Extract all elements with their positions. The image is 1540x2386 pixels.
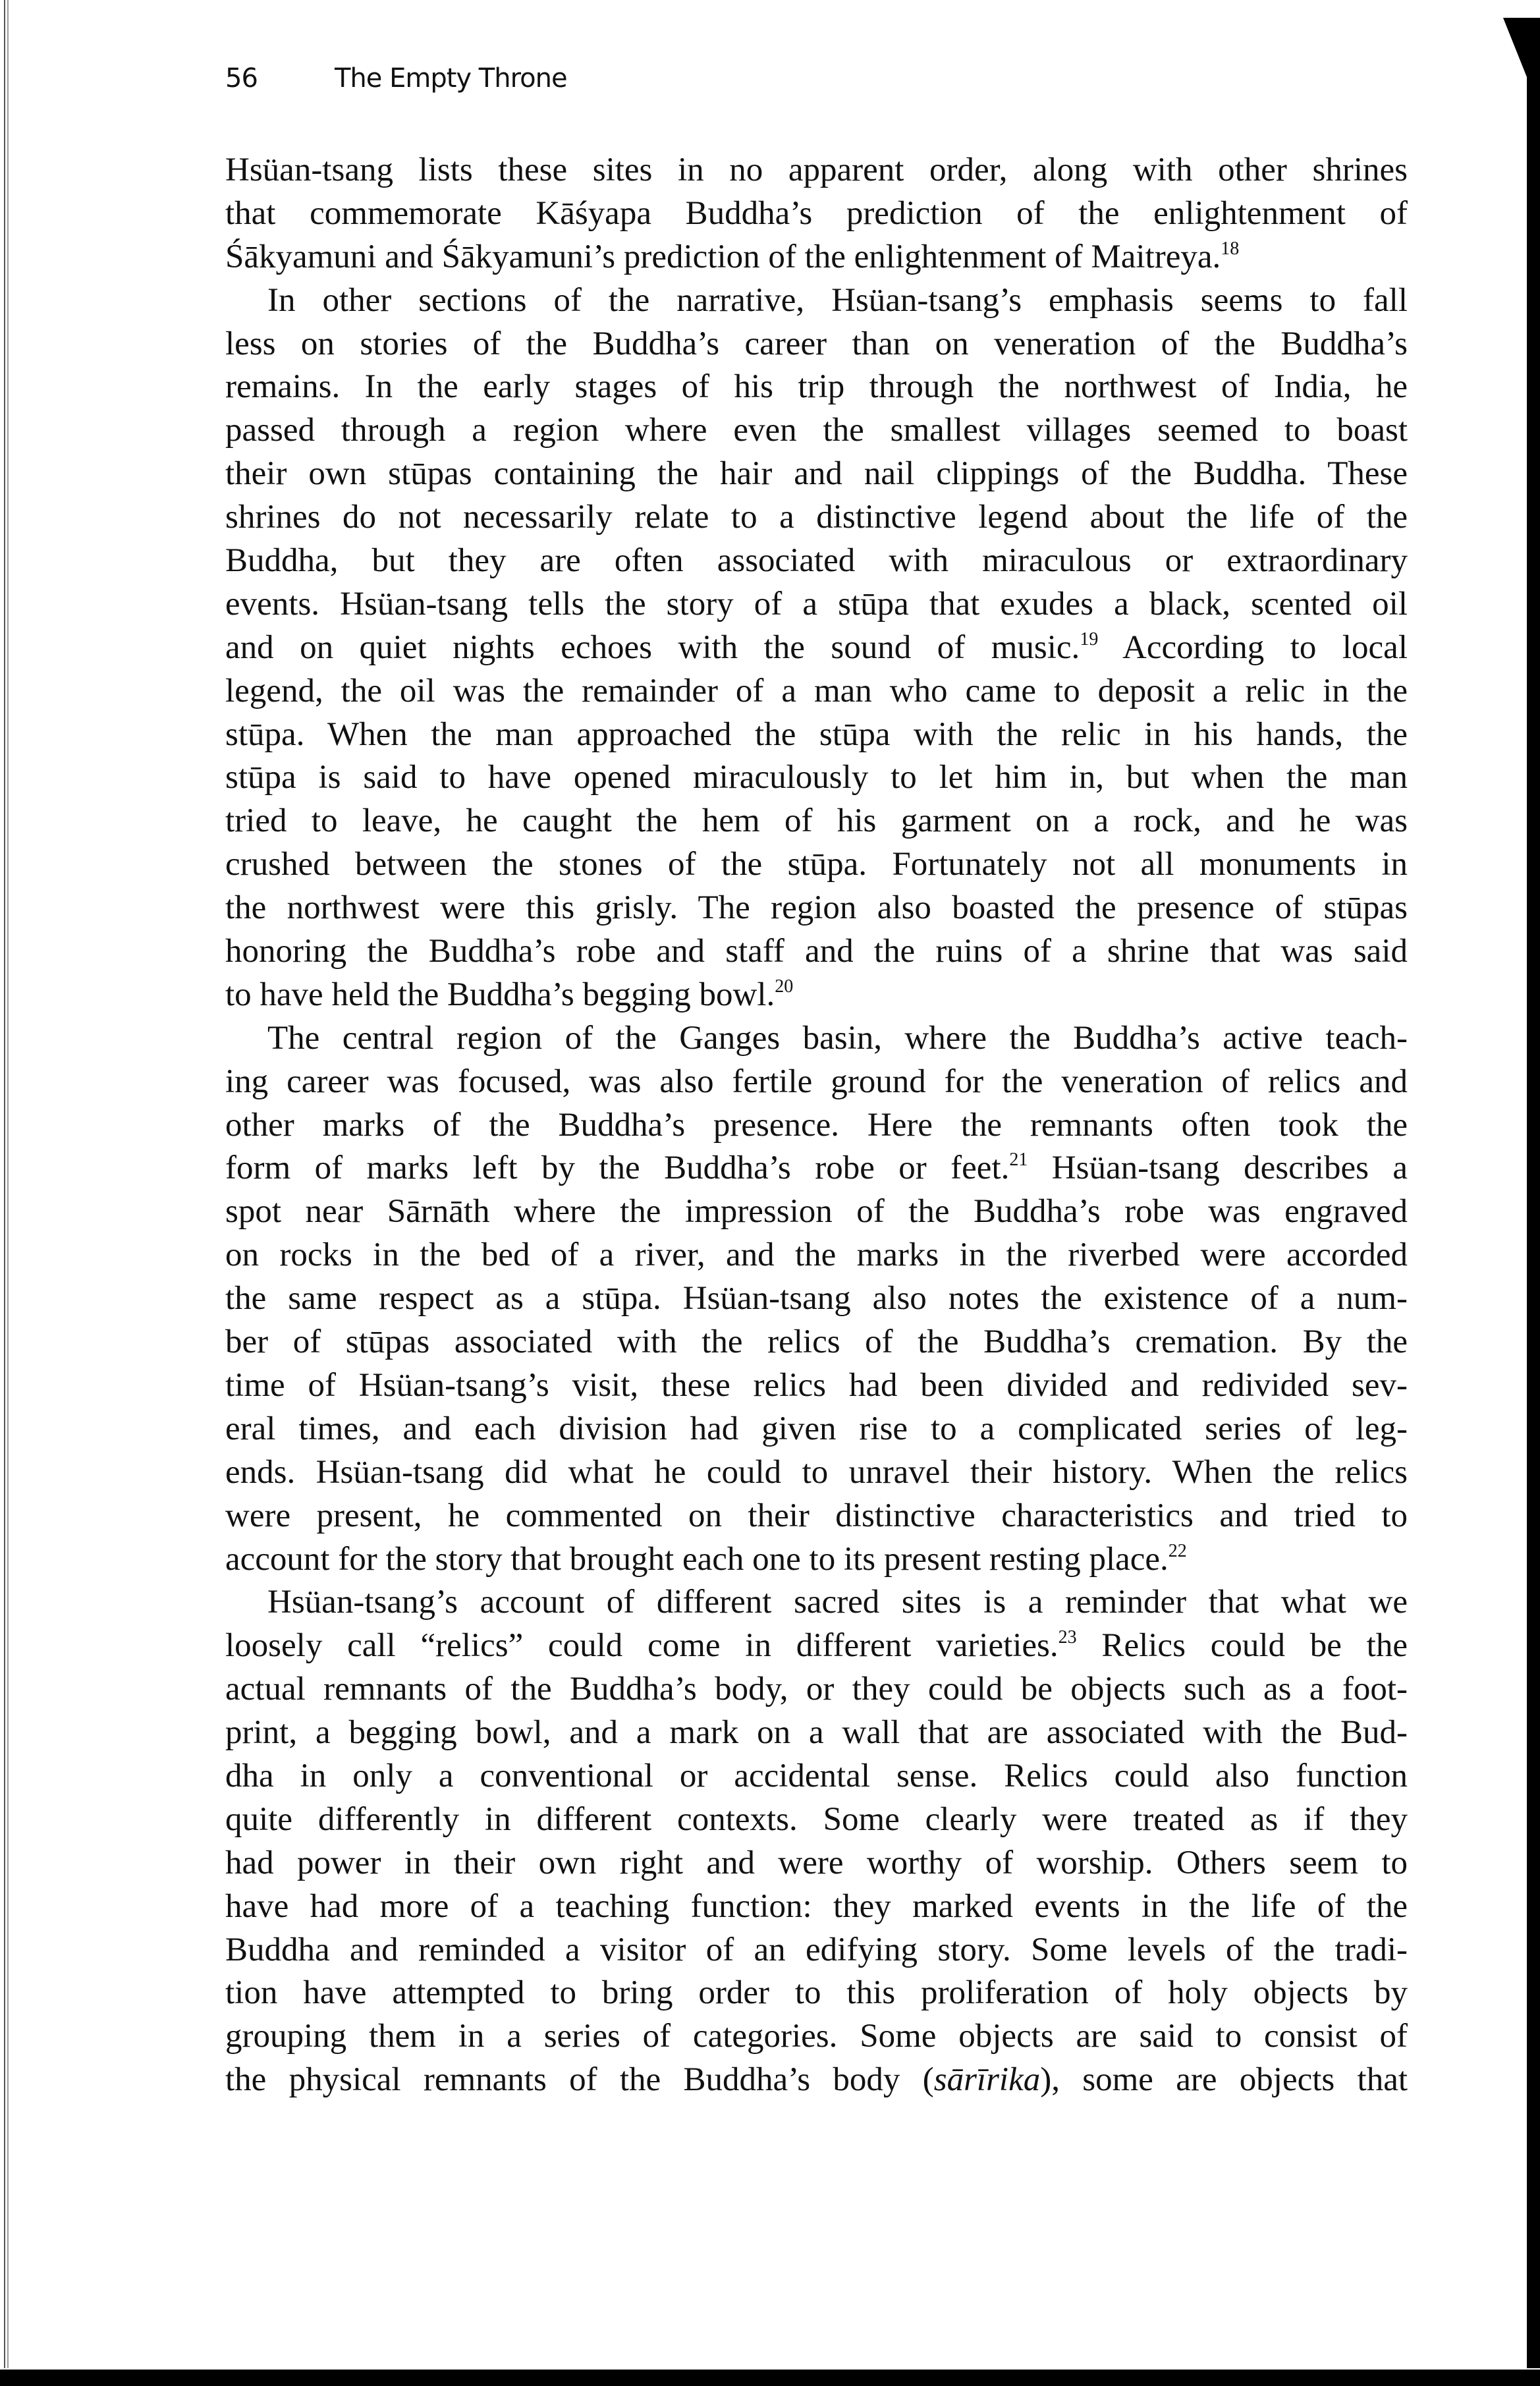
footnote-ref: 20 (775, 976, 794, 997)
line-text: dha in only a conventional or accidental sense. Relics could also function (225, 1757, 1408, 1794)
text-line (225, 756, 1408, 800)
line-text: stūpa is said to have opened miraculously to let him in, but when the man (225, 759, 1408, 796)
line-text: the same respect as a stūpa. Hsüan-tsang also notes the existence of a num- (225, 1280, 1408, 1318)
line-text: ), some are objects that (1040, 2061, 1408, 2099)
line-text: shrines do not necessarily relate to a distinctive legend about the life of the (225, 499, 1408, 536)
scan-edge-shadow (1527, 18, 1540, 2368)
line-text: ends. Hsüan-tsang did what he could to unravel their history. When the relics (225, 1453, 1408, 1491)
text-line (225, 670, 1408, 713)
page-number: 56 (225, 63, 258, 94)
text-line (225, 1451, 1408, 1495)
text-line (225, 843, 1408, 887)
book-title: The Empty Throne (335, 63, 567, 94)
line-text: Buddha and reminded a visitor of an edifying story. Some levels of the tradi- (225, 1931, 1408, 1968)
line-text: to have held the Buddha’s begging bowl. (225, 976, 775, 1013)
text-line (225, 192, 1408, 236)
text-line (225, 1581, 1408, 1624)
text-line (225, 1798, 1408, 1842)
line-text: quite differently in different contexts. Some clearly were treated as if they (225, 1800, 1408, 1838)
text-line (225, 149, 1408, 192)
text-line (225, 1755, 1408, 1798)
line-text: time of Hsüan-tsang’s visit, these relics had been divided and redivided sev- (225, 1366, 1408, 1404)
line-text: ing career was focused, was also fertile ground for the veneration of relics and (225, 1063, 1408, 1100)
line-text: and on quiet nights echoes with the sound of music. (225, 628, 1080, 666)
line-text: In other sections of the narrative, Hsüan-tsang’s emphasis seems to fall (267, 281, 1408, 319)
line-text: were present, he commented on their distinctive characteristics and tried to (225, 1497, 1408, 1534)
text-line (225, 2059, 1408, 2102)
line-text: form of marks left by the Buddha’s robe or feet. (225, 1150, 1010, 1187)
text-line (225, 1190, 1408, 1234)
text-line (225, 887, 1408, 930)
text-line (225, 1668, 1408, 1711)
line-text: less on stories of the Buddha’s career than on veneration of the Buddha’s (225, 325, 1408, 362)
text-line (225, 1711, 1408, 1755)
line-text: account for the story that brought each one to its present resting place. (225, 1540, 1169, 1578)
scan-gutter-line (4, 0, 5, 2368)
line-text: Relics could be the (1076, 1627, 1408, 1665)
line-text: Hsüan-tsang describes a (1028, 1150, 1408, 1187)
text-line (225, 1972, 1408, 2015)
footnote-ref: 22 (1168, 1540, 1187, 1561)
text-line (225, 1017, 1408, 1061)
line-text: Hsüan-tsang’s account of different sacred sites is a reminder that what we (267, 1584, 1408, 1621)
text-line (225, 496, 1408, 540)
line-text: other marks of the Buddha’s presence. Here the remnants often took the (225, 1106, 1408, 1144)
text-line (225, 1277, 1408, 1321)
line-text: have had more of a teaching function: they marked events in the life of the (225, 1887, 1408, 1925)
line-text: The central region of the Ganges basin, where the Buddha’s active teach- (267, 1019, 1408, 1057)
line-text: Buddha, but they are often associated with miraculous or extraordinary (225, 542, 1408, 580)
text-line (225, 1624, 1408, 1668)
text-line (225, 366, 1408, 409)
line-text: remains. In the early stages of his trip through the northwest of India, he (225, 368, 1408, 406)
text-line (225, 800, 1408, 843)
text-line (225, 1538, 1408, 1582)
line-text: spot near Sārnāth where the impression of the Buddha’s robe was engraved (225, 1193, 1408, 1231)
body-text (225, 149, 1408, 2102)
text-line (225, 1842, 1408, 1885)
text-line (225, 236, 1408, 279)
scan-gutter-line (7, 0, 9, 2368)
text-line (225, 453, 1408, 496)
line-text: their own stūpas containing the hair and nail clippings of the Buddha. These (225, 455, 1408, 493)
footnote-ref: 18 (1221, 238, 1240, 259)
line-text: the northwest were this grisly. The region also boasted the presence of stūpas (225, 889, 1408, 927)
line-text: Hsüan-tsang lists these sites in no apparent order, along with other shrines (225, 152, 1408, 188)
text-line (225, 1234, 1408, 1277)
line-text: grouping them in a series of categories. Some objects are said to consist of (225, 2018, 1408, 2055)
footnote-ref: 21 (1009, 1150, 1028, 1171)
text-line (225, 323, 1408, 366)
line-text: had power in their own right and were worthy of worship. Others seem to (225, 1844, 1408, 1881)
text-line (225, 1408, 1408, 1451)
text-line (225, 1885, 1408, 1929)
text-line (225, 1321, 1408, 1364)
line-text: the physical remnants of the Buddha’s body ( (225, 2061, 934, 2099)
text-line (225, 409, 1408, 453)
italic-term: sārīrika (933, 2061, 1041, 2099)
running-head (225, 63, 567, 103)
text-line (225, 1929, 1408, 1972)
line-text: passed through a region where even the smallest villages seemed to boast (225, 412, 1408, 449)
line-text: ber of stūpas associated with the relics of the Buddha’s cremation. By the (225, 1323, 1408, 1361)
text-line (225, 626, 1408, 670)
text-line (225, 713, 1408, 757)
text-line (225, 1104, 1408, 1148)
footnote-ref: 23 (1058, 1627, 1077, 1648)
text-line (225, 1495, 1408, 1538)
text-line (225, 583, 1408, 626)
text-line (225, 2015, 1408, 2059)
line-text: loosely call “relics” could come in different varieties. (225, 1627, 1059, 1665)
line-text: crushed between the stones of the stūpa. Fortunately not all monuments in (225, 846, 1408, 883)
line-text: tion have attempted to bring order to this proliferation of holy objects by (225, 1974, 1408, 2012)
line-text: According to local (1098, 628, 1408, 666)
text-line (225, 1364, 1408, 1408)
line-text: honoring the Buddha’s robe and staff and the ruins of a shrine that was said (225, 933, 1408, 970)
line-text: Śākyamuni and Śākyamuni’s prediction of the enlightenment of Maitreya. (225, 238, 1221, 275)
line-text: stūpa. When the man approached the stūpa with the relic in his hands, the (225, 715, 1408, 753)
line-text: that commemorate Kāśyapa Buddha’s prediction of the enlightenment of (225, 194, 1408, 232)
text-line (225, 930, 1408, 974)
line-text: eral times, and each division had given rise to a complicated series of leg- (225, 1410, 1408, 1447)
footnote-ref: 19 (1080, 628, 1099, 650)
line-text: legend, the oil was the remainder of a man who came to deposit a relic in the (225, 672, 1408, 709)
line-text: on rocks in the bed of a river, and the marks in the riverbed were accorded (225, 1236, 1408, 1274)
line-text: print, a begging bowl, and a mark on a wall that are associated with the Bud- (225, 1714, 1408, 1752)
line-text: events. Hsüan-tsang tells the story of a stūpa that exudes a black, scented oil (225, 585, 1408, 623)
line-text: tried to leave, he caught the hem of his garment on a rock, and he was (225, 802, 1408, 840)
scan-bottom-edge (0, 2370, 1540, 2386)
line-text: actual remnants of the Buddha’s body, or they could be objects such as a foot- (225, 1671, 1408, 1708)
scan-edge-shadow (1503, 18, 1527, 77)
text-line (225, 974, 1408, 1017)
text-line (225, 1147, 1408, 1190)
text-line (225, 1061, 1408, 1104)
text-line (225, 279, 1408, 323)
text-line (225, 540, 1408, 583)
